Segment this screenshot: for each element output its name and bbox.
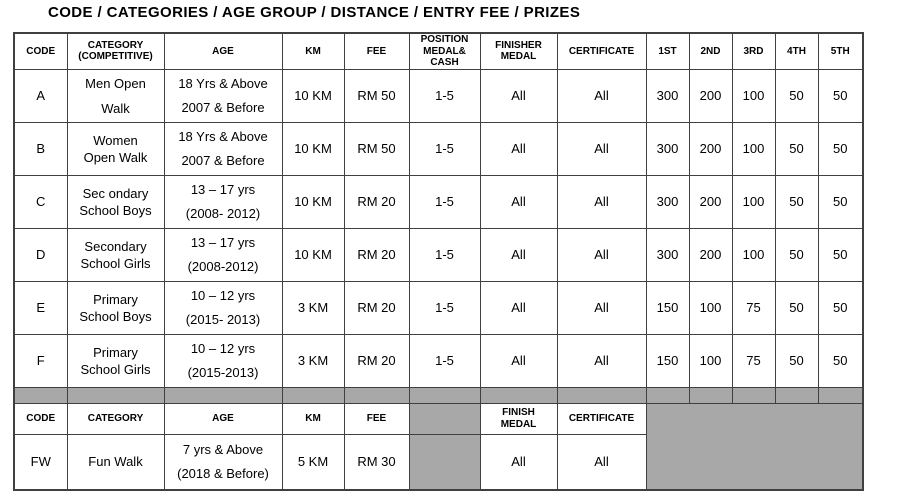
prize-2nd-cell: 200 bbox=[689, 69, 732, 122]
position-cell: 1-5 bbox=[409, 122, 480, 175]
prize-3rd-cell: 75 bbox=[732, 334, 775, 387]
prize-5th-cell: 50 bbox=[818, 122, 863, 175]
table-row-d bbox=[14, 228, 863, 281]
code-cell: E bbox=[14, 281, 67, 334]
certificate-cell: All bbox=[557, 281, 646, 334]
prize-5th-cell: 50 bbox=[818, 228, 863, 281]
prize-1st-cell: 150 bbox=[646, 281, 689, 334]
separator-cell bbox=[775, 387, 818, 403]
prize-3rd-cell: 100 bbox=[732, 175, 775, 228]
code-cell: FW bbox=[14, 434, 67, 490]
finisher-medal-cell: All bbox=[480, 228, 557, 281]
km-cell: 10 KM bbox=[282, 122, 344, 175]
fun-walk-header-row bbox=[14, 403, 863, 434]
position-na-cell bbox=[409, 434, 480, 490]
fw-col-header-age: AGE bbox=[164, 403, 282, 434]
col-header-age: AGE bbox=[164, 33, 282, 69]
table-row-c bbox=[14, 175, 863, 228]
finisher-medal-cell: All bbox=[480, 122, 557, 175]
prize-1st-cell: 300 bbox=[646, 69, 689, 122]
prize-1st-cell: 150 bbox=[646, 334, 689, 387]
col-header-km: KM bbox=[282, 33, 344, 69]
prize-2nd-cell: 100 bbox=[689, 334, 732, 387]
separator-cell bbox=[282, 387, 344, 403]
position-cell: 1-5 bbox=[409, 175, 480, 228]
col-header-2nd: 2ND bbox=[689, 33, 732, 69]
separator-cell bbox=[818, 387, 863, 403]
col-header-1st: 1ST bbox=[646, 33, 689, 69]
separator-cell bbox=[480, 387, 557, 403]
fw-col-header-category: CATEGORY bbox=[67, 403, 164, 434]
prize-2nd-cell: 100 bbox=[689, 281, 732, 334]
prize-2nd-cell: 200 bbox=[689, 228, 732, 281]
separator-cell bbox=[344, 387, 409, 403]
category-cell: Sec ondary School Boys bbox=[67, 175, 164, 228]
category-cell: Primary School Boys bbox=[67, 281, 164, 334]
fw-col-header-km: KM bbox=[282, 403, 344, 434]
prize-4th-cell: 50 bbox=[775, 334, 818, 387]
position-cell: 1-5 bbox=[409, 334, 480, 387]
prize-5th-cell: 50 bbox=[818, 281, 863, 334]
category-cell: Fun Walk bbox=[67, 434, 164, 490]
col-header-fee: FEE bbox=[344, 33, 409, 69]
position-cell: 1-5 bbox=[409, 281, 480, 334]
km-cell: 5 KM bbox=[282, 434, 344, 490]
code-cell: C bbox=[14, 175, 67, 228]
fee-cell: RM 20 bbox=[344, 228, 409, 281]
prize-5th-cell: 50 bbox=[818, 175, 863, 228]
fee-cell: RM 50 bbox=[344, 122, 409, 175]
age-cell: 18 Yrs & Above 2007 & Before bbox=[164, 69, 282, 122]
certificate-cell: All bbox=[557, 228, 646, 281]
page-title: CODE / CATEGORIES / AGE GROUP / DISTANCE / ENTRY FEE / PRIZES bbox=[48, 4, 581, 21]
fee-cell: RM 50 bbox=[344, 69, 409, 122]
age-cell: 13 – 17 yrs (2008- 2012) bbox=[164, 175, 282, 228]
separator-cell bbox=[409, 387, 480, 403]
separator-cell bbox=[646, 387, 689, 403]
col-header-4th: 4TH bbox=[775, 33, 818, 69]
prize-2nd-cell: 200 bbox=[689, 175, 732, 228]
position-na-cell bbox=[409, 403, 480, 434]
prize-4th-cell: 50 bbox=[775, 122, 818, 175]
prizes-na-block bbox=[646, 403, 863, 490]
prize-3rd-cell: 100 bbox=[732, 69, 775, 122]
fw-col-header-fee: FEE bbox=[344, 403, 409, 434]
code-cell: A bbox=[14, 69, 67, 122]
prize-5th-cell: 50 bbox=[818, 69, 863, 122]
fw-col-header-finish-medal: FINISH MEDAL bbox=[480, 403, 557, 434]
age-cell: 10 – 12 yrs (2015-2013) bbox=[164, 334, 282, 387]
code-cell: F bbox=[14, 334, 67, 387]
fw-col-header-certificate: CERTIFICATE bbox=[557, 403, 646, 434]
category-cell: Men Open Walk bbox=[67, 69, 164, 122]
separator-cell bbox=[164, 387, 282, 403]
category-cell: Primary School Girls bbox=[67, 334, 164, 387]
code-cell: B bbox=[14, 122, 67, 175]
age-cell: 10 – 12 yrs (2015- 2013) bbox=[164, 281, 282, 334]
prize-4th-cell: 50 bbox=[775, 69, 818, 122]
prize-5th-cell: 50 bbox=[818, 334, 863, 387]
table-row-f bbox=[14, 334, 863, 387]
finisher-medal-cell: All bbox=[480, 334, 557, 387]
main-header-row bbox=[14, 33, 863, 69]
prize-1st-cell: 300 bbox=[646, 122, 689, 175]
finisher-medal-cell: All bbox=[480, 175, 557, 228]
race-categories-table bbox=[13, 32, 864, 491]
separator-row bbox=[14, 387, 863, 403]
finisher-medal-cell: All bbox=[480, 69, 557, 122]
prize-2nd-cell: 200 bbox=[689, 122, 732, 175]
certificate-cell: All bbox=[557, 69, 646, 122]
age-cell: 7 yrs & Above (2018 & Before) bbox=[164, 434, 282, 490]
fee-cell: RM 20 bbox=[344, 281, 409, 334]
col-header-3rd: 3RD bbox=[732, 33, 775, 69]
age-cell: 18 Yrs & Above 2007 & Before bbox=[164, 122, 282, 175]
category-cell: Secondary School Girls bbox=[67, 228, 164, 281]
certificate-cell: All bbox=[557, 122, 646, 175]
col-header-5th: 5TH bbox=[818, 33, 863, 69]
position-cell: 1-5 bbox=[409, 228, 480, 281]
prize-1st-cell: 300 bbox=[646, 175, 689, 228]
certificate-cell: All bbox=[557, 434, 646, 490]
prize-4th-cell: 50 bbox=[775, 228, 818, 281]
position-cell: 1-5 bbox=[409, 69, 480, 122]
col-header-finisher-medal: FINISHER MEDAL bbox=[480, 33, 557, 69]
separator-cell bbox=[689, 387, 732, 403]
separator-cell bbox=[14, 387, 67, 403]
col-header-code: CODE bbox=[14, 33, 67, 69]
km-cell: 10 KM bbox=[282, 228, 344, 281]
km-cell: 3 KM bbox=[282, 334, 344, 387]
category-cell: Women Open Walk bbox=[67, 122, 164, 175]
km-cell: 10 KM bbox=[282, 175, 344, 228]
separator-cell bbox=[67, 387, 164, 403]
code-cell: D bbox=[14, 228, 67, 281]
fw-col-header-code: CODE bbox=[14, 403, 67, 434]
col-header-certificate: CERTIFICATE bbox=[557, 33, 646, 69]
finish-medal-cell: All bbox=[480, 434, 557, 490]
prize-3rd-cell: 75 bbox=[732, 281, 775, 334]
prize-1st-cell: 300 bbox=[646, 228, 689, 281]
separator-cell bbox=[557, 387, 646, 403]
fee-cell: RM 20 bbox=[344, 175, 409, 228]
prize-3rd-cell: 100 bbox=[732, 122, 775, 175]
table-row-e bbox=[14, 281, 863, 334]
certificate-cell: All bbox=[557, 334, 646, 387]
fee-cell: RM 30 bbox=[344, 434, 409, 490]
separator-cell bbox=[732, 387, 775, 403]
km-cell: 10 KM bbox=[282, 69, 344, 122]
prize-4th-cell: 50 bbox=[775, 175, 818, 228]
col-header-category: CATEGORY (COMPETITIVE) bbox=[67, 33, 164, 69]
table-row-a bbox=[14, 69, 863, 122]
certificate-cell: All bbox=[557, 175, 646, 228]
table-row-b bbox=[14, 122, 863, 175]
km-cell: 3 KM bbox=[282, 281, 344, 334]
col-header-position-medal-cash: POSITION MEDAL& CASH bbox=[409, 33, 480, 69]
age-cell: 13 – 17 yrs (2008-2012) bbox=[164, 228, 282, 281]
prize-3rd-cell: 100 bbox=[732, 228, 775, 281]
fee-cell: RM 20 bbox=[344, 334, 409, 387]
finisher-medal-cell: All bbox=[480, 281, 557, 334]
prize-4th-cell: 50 bbox=[775, 281, 818, 334]
